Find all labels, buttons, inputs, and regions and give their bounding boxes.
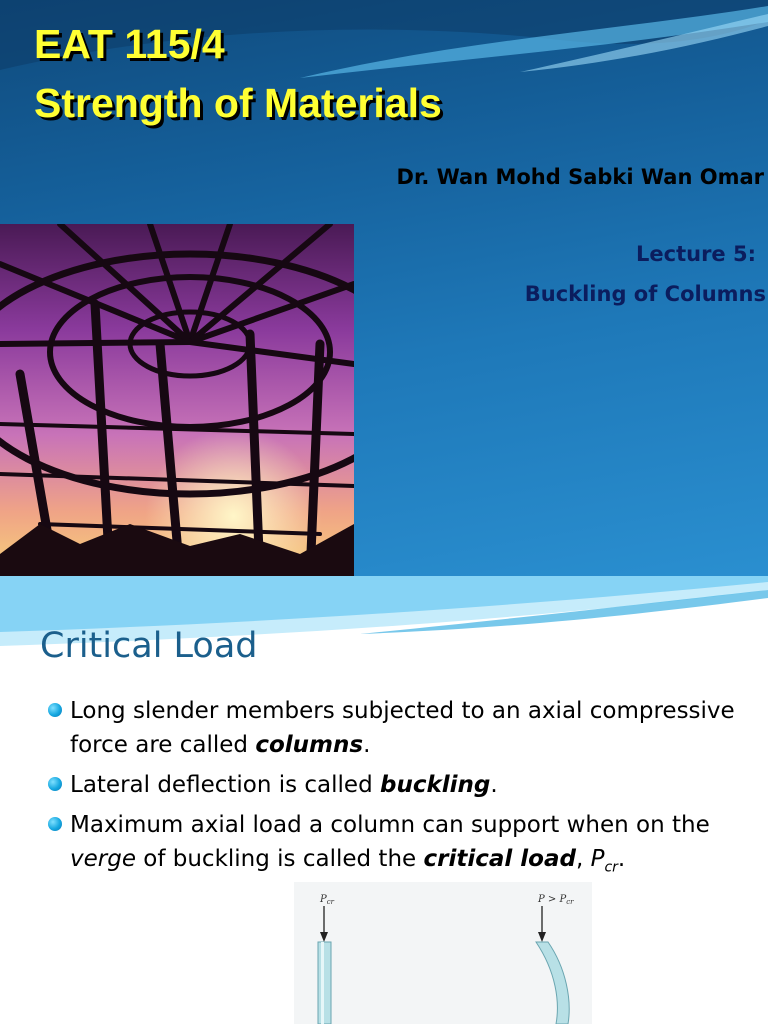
bullet-list <box>48 694 748 891</box>
author-name: Dr. Wan Mohd Sabki Wan Omar <box>396 165 764 189</box>
list-item: Long slender members subjected to an axial compressive force are called columns. <box>48 694 748 762</box>
section-title: Critical Load <box>40 626 258 666</box>
column-buckling-figure <box>294 882 592 1024</box>
lecture-number: Lecture 5: <box>636 242 756 266</box>
bullet-icon <box>48 703 62 717</box>
lecture-topic: Buckling of Columns <box>524 282 766 306</box>
list-item: Lateral deflection is called buckling. <box>48 768 748 802</box>
critical-load-symbol: $P_{cr}$ <box>590 846 618 876</box>
term-buckling: buckling <box>380 772 491 798</box>
left-load-label: $P_{cr}$ <box>320 894 335 906</box>
list-item: Maximum axial load a column can support when on the verge of buckling is called the critical load, $P_{cr}$. <box>48 808 748 885</box>
term-columns: columns <box>255 732 364 758</box>
steel-structure-photo <box>0 224 354 576</box>
term-critical-load: critical load <box>423 846 576 872</box>
right-load-label: $P > P_{cr}$ <box>538 894 574 906</box>
bullet-icon <box>48 777 62 791</box>
bullet-icon <box>48 817 62 831</box>
course-code: EAT 115/4 <box>34 21 225 67</box>
course-title: Strength of Materials <box>34 80 442 126</box>
content-slide <box>0 576 768 1024</box>
